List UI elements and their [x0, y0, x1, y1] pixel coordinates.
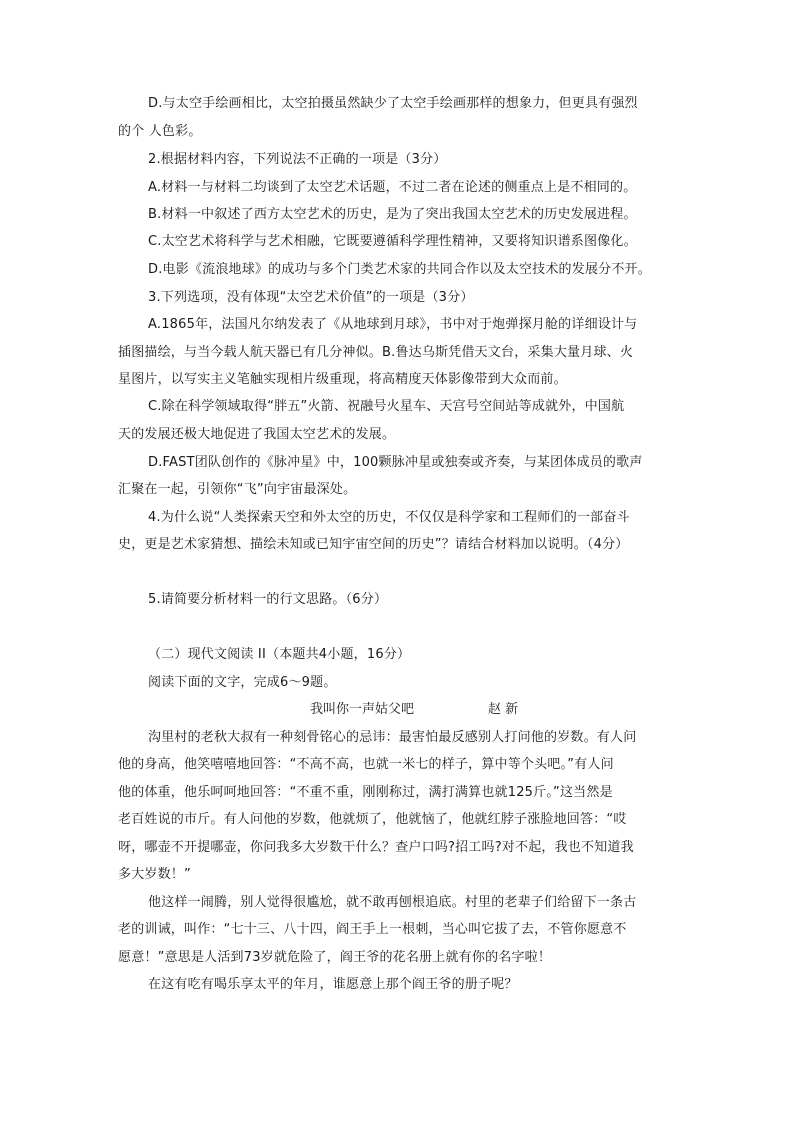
question-4: 4.为什么说“人类探索天空和外太空的历史，不仅仅是科学家和工程师们的一部奋斗	[148, 510, 630, 525]
paragraph-line: 他的体重，他乐呵呵地回答：“不重不重，刚刚称过，满打满算也就125斤。”这当然是	[118, 785, 613, 800]
option-c: C.太空艺术将科学与艺术相融，它既要遵循科学理性精神，又要将知识谱系图像化。	[148, 234, 637, 249]
section-heading: （二）现代文阅读 II（本题共4小题，16分）	[148, 647, 411, 662]
text-line: D.与太空手绘画相比，太空拍摄虽然缺少了太空手绘画那样的想象力，但更具有强烈	[148, 96, 638, 111]
option-d: D.FAST团队创作的《脉冲星》中，100颗脉冲星或独奏或齐奏，与某团体成员的歌声	[148, 455, 643, 470]
paragraph-line: 他这样一闹腾，别人觉得很尴尬，就不敢再刨根追底。村里的老辈子们给留下一条古	[148, 895, 637, 910]
question-5: 5.请简要分析材料一的行文思路。（6分）	[148, 592, 388, 607]
option-b: B.材料一中叙述了西方太空艺术的历史，是为了突出我国太空艺术的历史发展进程。	[148, 207, 637, 222]
paragraph-line: 呀，哪壶不开提哪壶，你问我多大岁数干什么？查户口吗?招工吗?对不起，我也不知道我	[118, 840, 634, 855]
question-3: 3.下列选项，没有体现“太空艺术价值”的一项是（3分）	[148, 290, 474, 305]
paragraph-line: 在这有吃有喝乐享太平的年月，谁愿意上那个阎王爷的册子呢？	[148, 977, 518, 992]
text-line: 汇聚在一起，引领你“飞”向宇宙最深处。	[118, 482, 357, 497]
instruction: 阅读下面的文字，完成6～9题。	[148, 675, 337, 690]
story-author: 赵 新	[488, 702, 519, 717]
option-a: A.1865年，法国凡尔纳发表了《从地球到月球》，书中对于炮弹探月舱的详细设计与	[148, 317, 638, 332]
paragraph-line: 他的身高，他笑嘻嘻地回答：“不高不高，也就一米七的样子，算中等个头吧。”有人问	[118, 757, 614, 772]
text-line: 天的发展还极大地促进了我国太空艺术的发展。	[118, 427, 396, 442]
option-a: A.材料一与材料二均谈到了太空艺术话题，不过二者在论述的侧重点上是不相同的。	[148, 180, 637, 195]
text-line: 史，更是艺术家猜想、描绘未知或已知宇宙空间的历史”？请结合材料加以说明。（4分）	[118, 537, 629, 552]
text-line: 插图描绘，与当今载人航天器已有几分神似。B.鲁达乌斯凭借天文台，采集大量月球、火	[118, 345, 634, 360]
story-title: 我叫你一声姑父吧	[310, 702, 415, 717]
text-line: 星图片，以写实主义笔触实现相片级重现，将高精度天体影像带到大众而前。	[118, 372, 567, 387]
question-2: 2.根据材料内容，下列说法不正确的一项是（3分）	[148, 152, 447, 167]
paragraph-line: 老的训诫，叫作：“七十三、八十四，阎王手上一根刺，当心叫它拔了去，不管你愿意不	[118, 922, 627, 937]
paragraph-line: 沟里村的老秋大叔有一种刻骨铭心的忌讳：最害怕最反感别人打问他的岁数。有人问	[148, 730, 637, 745]
paragraph-line: 多大岁数！”	[118, 867, 191, 882]
paragraph-line: 老百姓说的市斤。有人问他的岁数，他就烦了，他就恼了，他就红脖子涨脸地回答：“哎	[118, 812, 627, 827]
text-line: 的个 人色彩。	[118, 124, 202, 139]
option-d: D.电影《流浪地球》的成功与多个门类艺术家的共同合作以及太空技术的发展分不开。	[148, 262, 651, 277]
paragraph-line: 愿意！”意思是人活到73岁就危险了，阎王爷的花名册上就有你的名字啦！	[118, 950, 552, 965]
option-c: C.除在科学领域取得“胖五”火箭、祝融号火星车、天宫号空间站等成就外，中国航	[148, 399, 625, 414]
